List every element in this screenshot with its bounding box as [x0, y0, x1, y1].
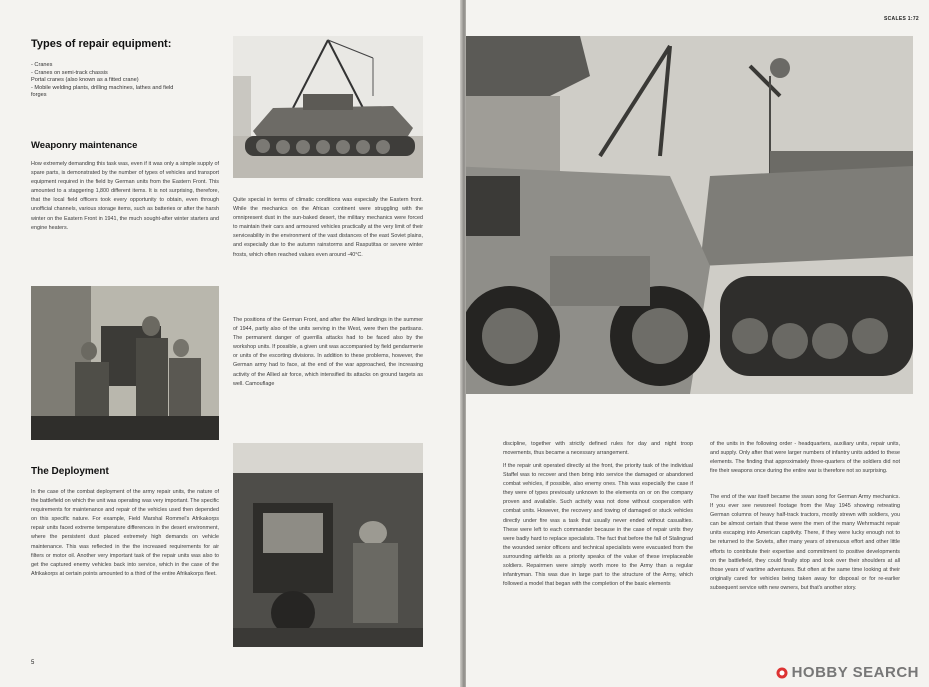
- list-item: Portal cranes (also known as a fitted crane): [31, 77, 139, 84]
- mechanic-image: [233, 443, 423, 647]
- page-number: 5: [31, 660, 35, 666]
- list-item: - Mobile welding plants, drilling machines, lathes and field: [31, 84, 174, 91]
- tank-crane-image: [233, 36, 423, 178]
- discipline-text: discipline, together with strictly defined rules for day and night troop movements, thus became a necessary arrangement.: [503, 441, 693, 457]
- heading-weaponry-maintenance: Weaponry maintenance: [31, 140, 138, 151]
- photo-tank-crane: [233, 36, 423, 178]
- heading-repair-equipment: Types of repair equipment:: [31, 38, 172, 50]
- list-item: forges: [31, 92, 47, 99]
- photo-recovery-vehicle: [466, 36, 913, 394]
- heading-deployment: The Deployment: [31, 466, 109, 477]
- equipment-list: [31, 62, 221, 100]
- front-repair-text: If the repair unit operated directly at the front, the priority task of the individual Staffel was to recover and then bring into service the damaged or abandoned combat vehicles, if possible, also enemy ones. This was especially the case if they were of types previously unknown to the elements on or on the company proven and available. Such activity was not done without cooperation with combat units. However, the recovery and towing of damaged or stuck vehicles directly under fire was a task that usually never ended without casualties. These were left to each commander because in the case of repair units they were badly hard to replace specialists. The fact that before the fall of Stalingrad the wounded senior officers and technical specialists were evacuated from the surrounding airfields as a priority speaks of the value of these irreplaceable soldiers. Repairmen were simply worth more to the Army than a regular infantryman. This was due in large part to the structure of the Army, which followed a model that began with the completion of the basic elements: [503, 463, 693, 588]
- units-order-text: of the units in the following order - headquarters, auxiliary units, repair units, and supply. Only after that were larger numbers of infantry units added to these elements. The finding that approximately three-quarters of the soldiers did not fire their weapons once during the entire war is therefore not so surprising.: [710, 441, 900, 475]
- list-item: - Cranes: [31, 62, 53, 68]
- recovery-vehicle-image: [466, 36, 913, 394]
- right-page: [466, 0, 929, 687]
- scale-header: SCALES 1:72: [884, 16, 919, 22]
- hobby-search-watermark: [776, 664, 919, 681]
- eastern-front-text: Quite special in terms of climatic conditions was especially the Eastern front. While the mechanics on the African continent were struggling with the omnipresent dust in the sun-baked desert, the military mechanics were forced to maintain their cars and armoured vehicles practically at the very limit of their serviceability in the environment of the vast distances of the east Soviet plains, and especially due to the autumn rainstorms and Rasputitsa or severe winter frosts, which often reached values even around -40°C.: [233, 197, 423, 258]
- partisans-text: The positions of the German Front, and after the Allied landings in the summer of 1944, partly also of the units serving in the West, were then the partisans. The permanent danger of guerrilla attacks had to be faced also by the workshop units. If possible, a given unit was accompanied by field gendarmerie or units of the escorting divisions. In addition to these problems, however, the German army had to face, at the end of the war approached, the increasing activity of the Allied air force, which intensified its attacks on ground targets as well. Camouflage: [233, 317, 423, 387]
- maintenance-text: How extremely demanding this task was, even if it was only a simple supply of spare parts, is demonstrated by the number of types of vehicles and transport equipment required in the field by German units from the Eastern Front. This amounted to a staggering 1,800 different items. It is not surprising, therefore, that the local field officers took every opportunity to obtain, even through unofficial channels, various storage items, such as batteries or after the harsh winter on the Eastern Front in 1941, the much sought-after winter starters and engine heaters.: [31, 161, 219, 231]
- hobby-search-logo-icon: [776, 667, 788, 679]
- deployment-text: In the case of the combat deployment of the army repair units, the nature of the battlefield on which the unit was operating was very important. The specific requirements for maintenance and repair of the vehicles used then depended on this specific nature. For example, Field Marshal Rommel's Afrikakorps repair units faced extreme temperature differences in the desert environment, where the persistent dust placed extremely high demands on vehicle maintenance. This was reflected in the the increased requirements for air filters or motor oil. Another very important task of the repair units was also to get the captured enemy vehicles back into service, which in the case of the Afrikakorps at certain points amounted to a third of the entire Afrikakorps fleet.: [31, 489, 219, 577]
- soldiers-image: [31, 286, 219, 440]
- photo-mechanic: [233, 443, 423, 647]
- left-page: [0, 0, 462, 687]
- list-item: - Cranes on semi-track chassis: [31, 69, 108, 76]
- war-end-text: The end of the war itself became the swan song for German Army mechanics. If you ever see newsreel footage from the May 1945 showing retreating German columns of heavy half-track tractors, mostly strewn with soldiers, you can be almost certain that these were the men of the many Wehrmacht repair units escaping into American captivity. There, if they were lucky enough not to be returned to the Soviets, after many years of strenuous effort and other little efforts to contribute their expertise and commitment to positive developments on the battlefield, they could finally stop and look over their shoulders at all those years of wartime adventures. But often at the same time looking at their originally cared for vehicles being taken away for disposal or for re-earlier subsequent service with new owners, but that's another story.: [710, 494, 900, 591]
- photo-soldiers: [31, 286, 219, 440]
- watermark-brand: HOBBY SEARCH: [791, 664, 919, 681]
